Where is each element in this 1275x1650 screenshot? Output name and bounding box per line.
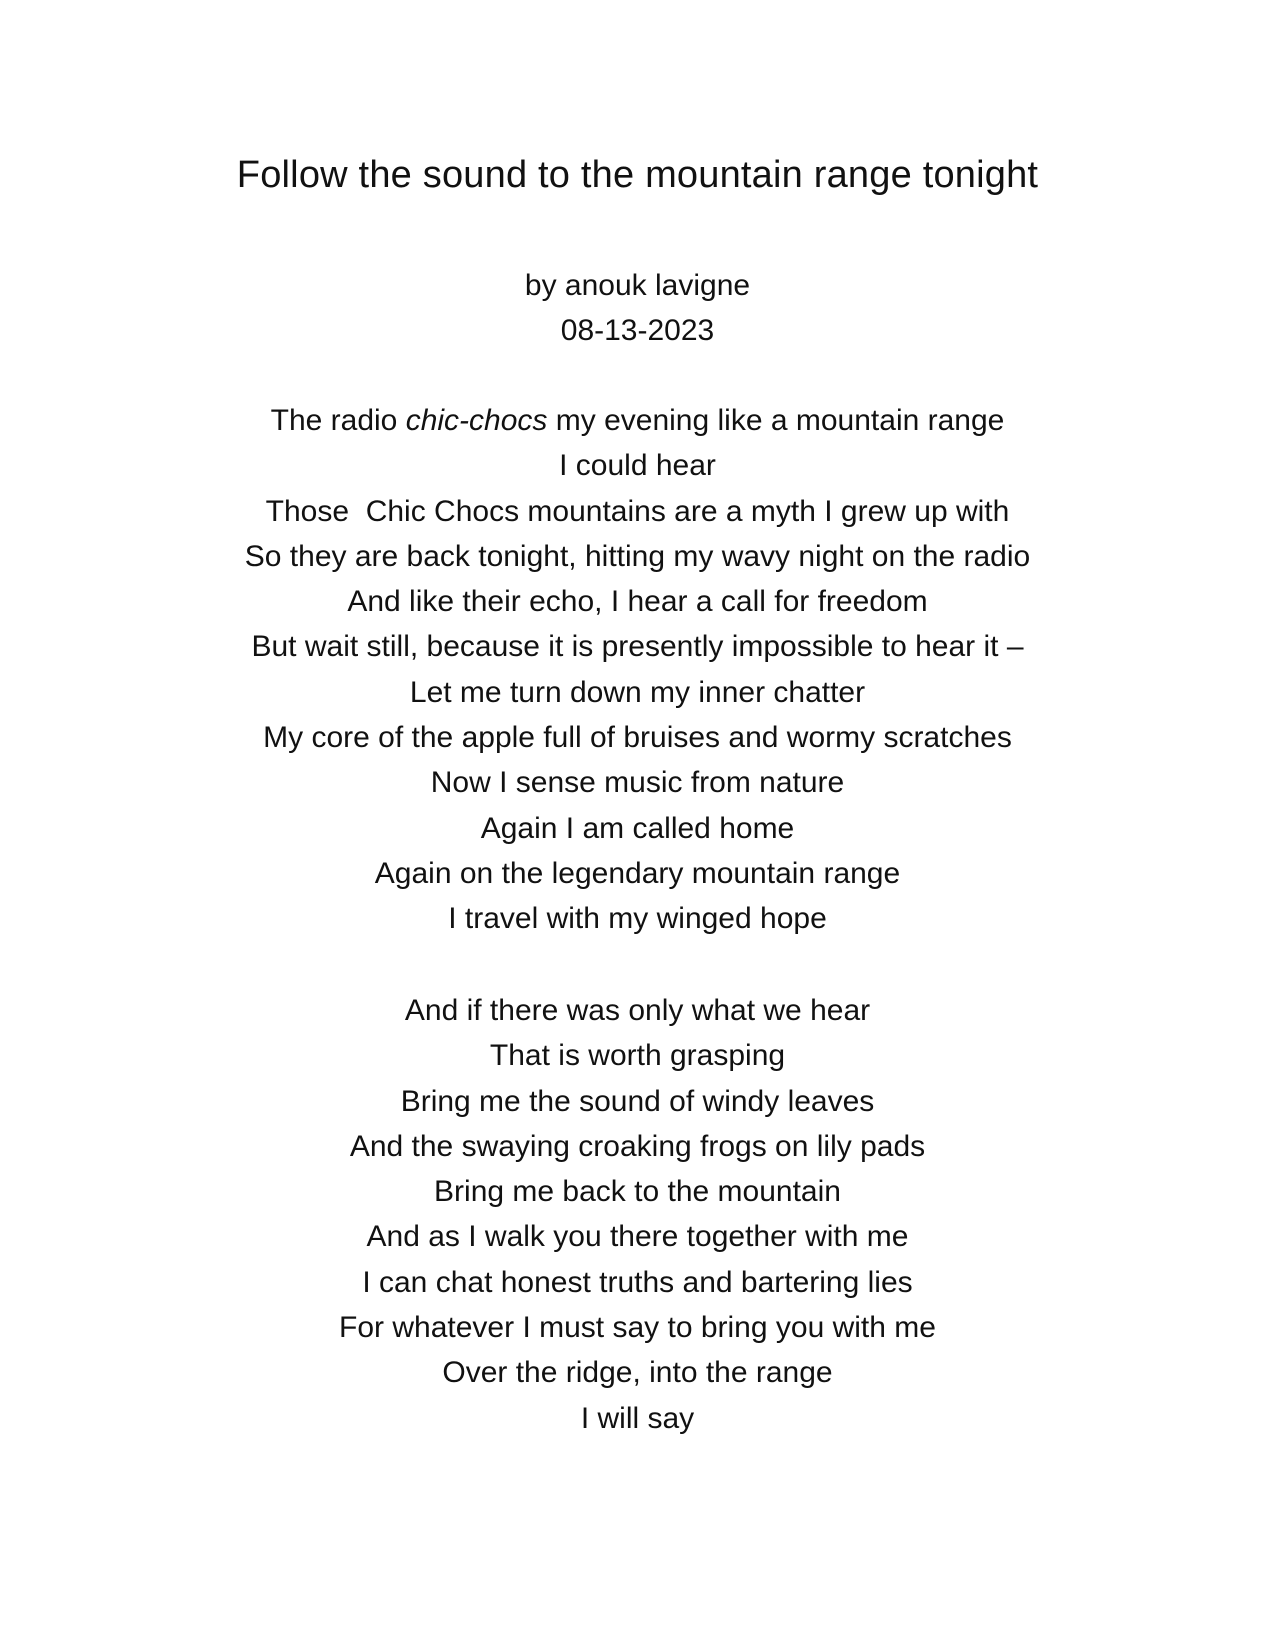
stanza-1	[0, 398, 1275, 942]
poem-line: Those Chic Chocs mountains are a myth I grew up with	[265, 494, 1010, 528]
date-line: 08-13-2023	[560, 314, 715, 347]
poem-line	[0, 398, 1275, 443]
poem-line: And the swaying croaking frogs on lily pads	[349, 1129, 926, 1163]
poem-line: And like their echo, I hear a call for freedom	[347, 585, 928, 619]
poem-line: Let me turn down my inner chatter	[409, 675, 866, 709]
poem-line: Now I sense music from nature	[430, 766, 845, 800]
poem-line: I travel with my winged hope	[448, 902, 827, 936]
poem-line: And if there was only what we hear	[404, 994, 871, 1027]
poem-line: Again on the legendary mountain range	[374, 856, 901, 890]
poem-line: Over the ridge, into the range	[442, 1356, 833, 1390]
poem-line: But wait still, because it is presently impossible to hear it –	[251, 630, 1024, 664]
author-line: by anouk lavigne	[524, 269, 751, 302]
poem-line: For whatever I must say to bring you with me	[339, 1311, 936, 1345]
poem-title: Follow the sound to the mountain range tonight	[236, 154, 1039, 196]
poem-line: Bring me the sound of windy leaves	[400, 1084, 875, 1118]
poem-line: That is worth grasping	[489, 1039, 786, 1073]
poem-line-italic-text: chic-chocs	[405, 404, 548, 437]
poem-line: And as I walk you there together with me	[366, 1220, 909, 1254]
stanza-2	[0, 988, 1275, 1441]
poem-line: I can chat honest truths and bartering lies	[362, 1265, 913, 1299]
poem-line: I could hear	[559, 449, 716, 483]
poem-line: So they are back tonight, hitting my wavy night on the radio	[244, 539, 1031, 573]
poem-line: I will say	[580, 1401, 695, 1435]
poem-line: My core of the apple full of bruises and wormy scratches	[263, 721, 1012, 755]
poem-line-text: The radio	[270, 404, 406, 437]
poem-line-text: my evening like a mountain range	[547, 404, 1005, 437]
poem-line: Again I am called home	[480, 811, 795, 845]
byline	[0, 263, 1275, 353]
poem-line: Bring me back to the mountain	[434, 1175, 841, 1209]
